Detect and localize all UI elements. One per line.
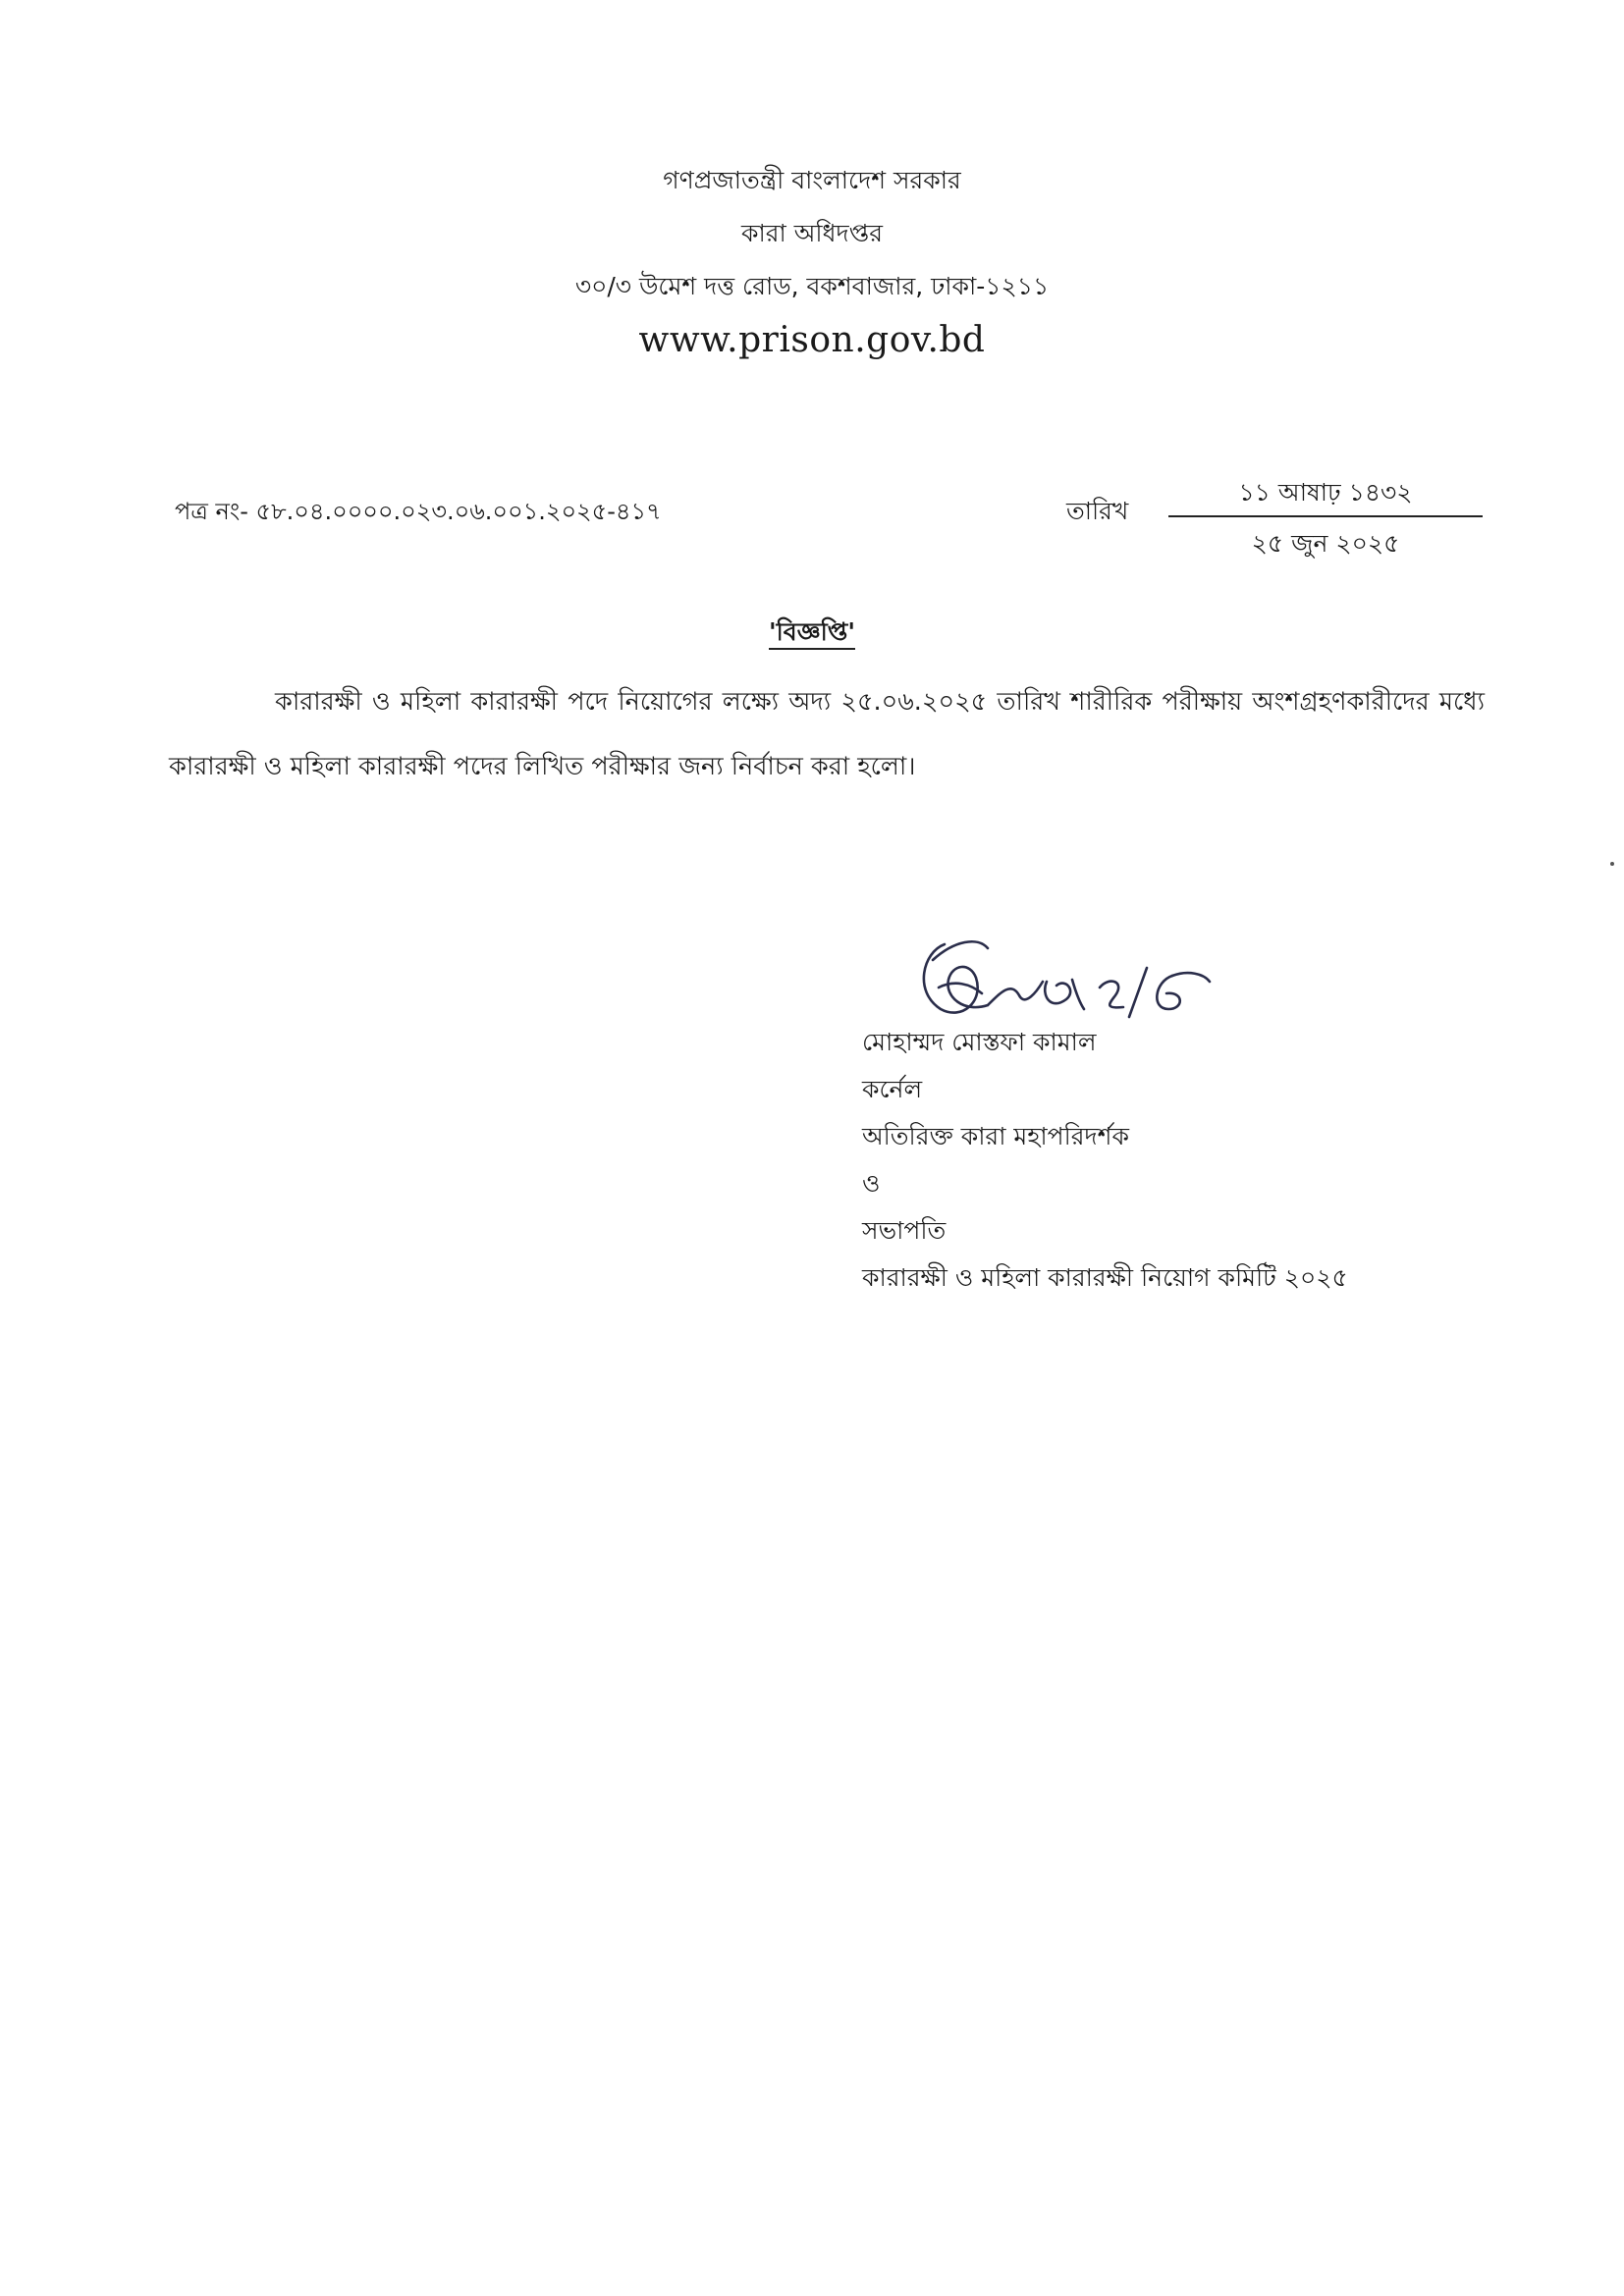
signatory-name: মোহাম্মদ মোস্তফা কামাল: [862, 1028, 1097, 1056]
memo-number: ৫৮.০৪.০০০০.০২৩.০৬.০০১.২০২৫-৪১৭: [255, 498, 662, 525]
office-address: ৩০/৩ উমেশ দত্ত রোড, বকশবাজার, ঢাকা-১২১১: [574, 272, 1050, 300]
website-link[interactable]: www.prison.gov.bd: [638, 320, 986, 360]
signature-image: [893, 923, 1227, 1031]
date-block: [1168, 478, 1483, 559]
signatory-designation: অতিরিক্ত কারা মহাপরিদর্শক: [862, 1122, 1129, 1150]
date-bangla: ১১ আষাঢ় ১৪৩২: [1168, 478, 1483, 517]
committee-name: কারারক্ষী ও মহিলা কারারক্ষী নিয়োগ কমিটি ২০২৫: [862, 1263, 1348, 1292]
date-label: তারিখ: [1066, 497, 1129, 525]
signatory-conjunction: ও: [862, 1169, 881, 1198]
memo-reference: [175, 497, 662, 526]
date-english: ২৫ জুন ২০২৫: [1251, 529, 1400, 558]
signatory-role: সভাপতি: [862, 1216, 947, 1245]
government-name: গণপ্রজাতন্ত্রী বাংলাদেশ সরকার: [663, 166, 961, 194]
notice-title-text: 'বিজ্ঞপ্তি': [769, 617, 855, 650]
notice-body: কারারক্ষী ও মহিলা কারারক্ষী পদে নিয়োগের লক্ষ্যে অদ্য ২৫.০৬.২০২৫ তারিখ শারীরিক পরীক্ষায় অংশগ্রহণকারীদের মধ্যে কারারক্ষী ও মহিলা কারারক্ষী পদের লিখিত পরীক্ষার জন্য নির্বাচন করা হলো।: [169, 687, 1485, 781]
signatory-block: [862, 1019, 1549, 1302]
signatory-rank: কর্নেল: [862, 1075, 923, 1103]
scan-speck: [1610, 862, 1614, 866]
notice-title: [0, 616, 1624, 648]
memo-label: পত্র নং-: [175, 498, 248, 525]
department-name: কারা অধিদপ্তর: [741, 219, 883, 247]
